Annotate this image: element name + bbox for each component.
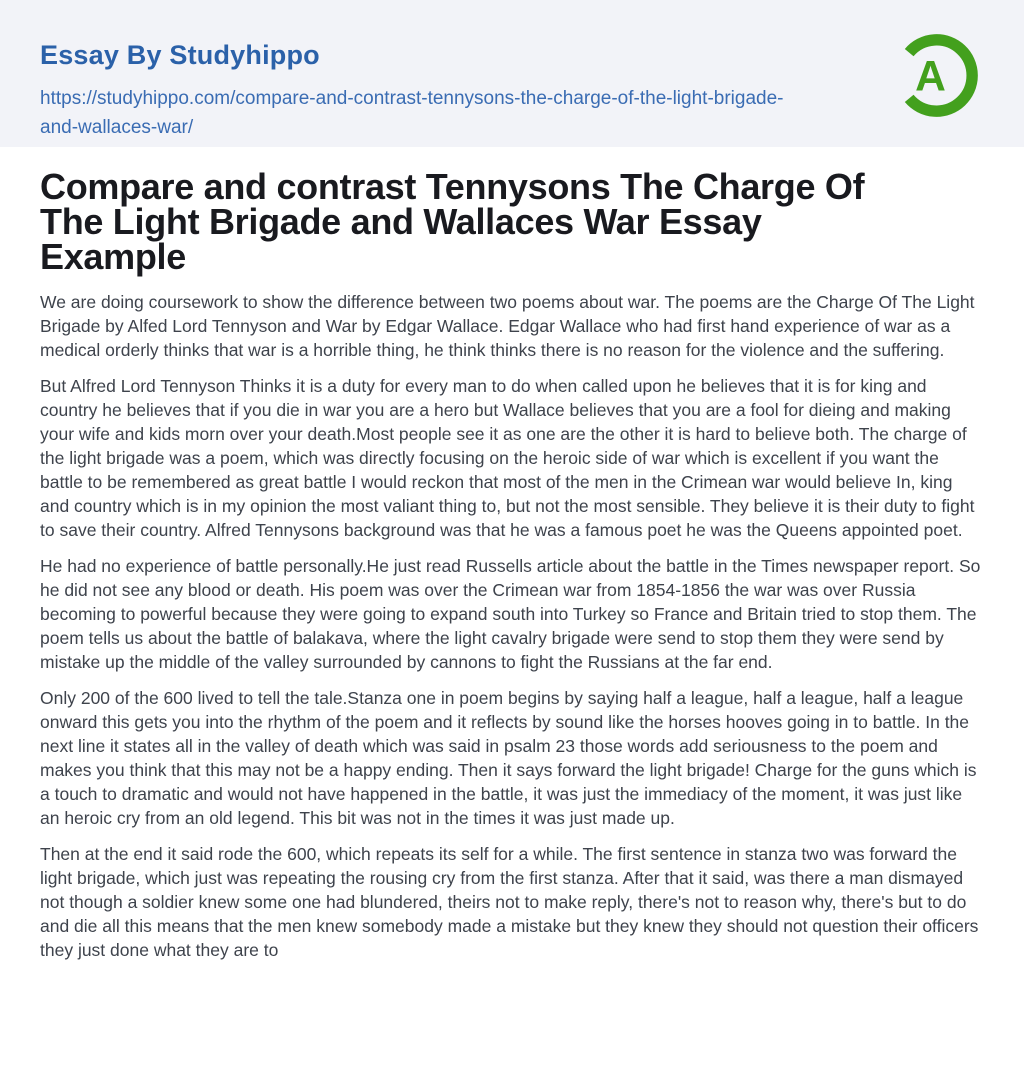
essay-paragraph: We are doing coursework to show the difference between two poems about war. The poems are the Charge Of The Light Brigade by Alfed Lord Tennyson and War by Edgar Wallace. Edgar Wallace who had first hand experience of war as a medical orderly thinks that war is a horrible thing, he think thinks there is no reason for the violence and the suffering.: [40, 292, 975, 360]
essay-paragraph: Only 200 of the 600 lived to tell the tale.Stanza one in poem begins by saying half a league, half a league, half a league onward this gets you into the rhythm of the poem and it reflects by sound like the horses hooves going in to battle. In the next line it states all in the valley of death which was said in psalm 23 those words add seriousness to the poem and makes you think that this may not be a happy ending. Then it says forward the light brigade! Charge for the guns which is a touch to dramatic and would not have happened in the battle, it was just the immediacy of the moment, it was just like an heroic cry from an old legend. This bit was not in the times it was just made up.: [40, 688, 977, 828]
essay-title-line-1: Compare and contrast Tennysons The Charge Of: [40, 166, 865, 207]
studyhippo-logo-icon: [887, 26, 986, 125]
site-title: Essay By Studyhippo: [40, 40, 320, 70]
essay-paragraph: He had no experience of battle personally.He just read Russells article about the battle in the Times newspaper report. So he did not see any blood or death. His poem was over the Crimean war from 1854-1856 the war was over Russia becoming to powerful because they were going to expand south into Turkey so France and Britain tried to stop them. The poem tells us about the battle of balakava, where the light cavalry brigade were send to stop them they were send by mistake up the middle of the valley surrounded by cannons to fight the Russians at the far end.: [40, 556, 981, 672]
essay-body: [40, 290, 984, 962]
studyhippo-logo: [887, 26, 986, 125]
essay-paragraph: But Alfred Lord Tennyson Thinks it is a duty for every man to do when called upon he believes that it is for king and country he believes that if you die in war you are a hero but Wallace believes that you are a fool for dieing and making your wife and kids morn over your death.Most people see it as one are the other it is hard to believe both. The charge of the light brigade was a poem, which was directly focusing on the heroic side of war which is excellent if you want the battle to be remembered as great battle I would reckon that most of the men in the Crimean war would believe In, king and country which is in my opinion the most valiant thing to, but not the most sensible. They believe it is their duty to fight to save their country. Alfred Tennysons background was that he was a famous poet he was the Queens appointed poet.: [40, 376, 975, 540]
essay-paragraph: Then at the end it said rode the 600, which repeats its self for a while. The first sentence in stanza two was forward the light brigade, which just was repeating the rousing cry from the first stanza. After that it said, was there a man dismayed not though a soldier knew some one had blundered, theirs not to make reply, there's not to reason why, there's but to do and die all this means that the men knew somebody made a mistake but they knew they should not question their officers they just done what they are to: [40, 844, 979, 960]
site-header: [0, 0, 1024, 147]
essay-title-line-3: Example: [40, 236, 186, 277]
essay-url-link[interactable]: https://studyhippo.com/compare-and-contrast-tennysons-the-charge-of-the-light-brigade-and-wallaces-war/: [40, 88, 784, 138]
logo-letter: A: [915, 52, 946, 101]
essay-article: [0, 147, 1024, 1014]
essay-title-line-2: The Light Brigade and Wallaces War Essay: [40, 201, 762, 242]
essay-title: [40, 166, 984, 277]
